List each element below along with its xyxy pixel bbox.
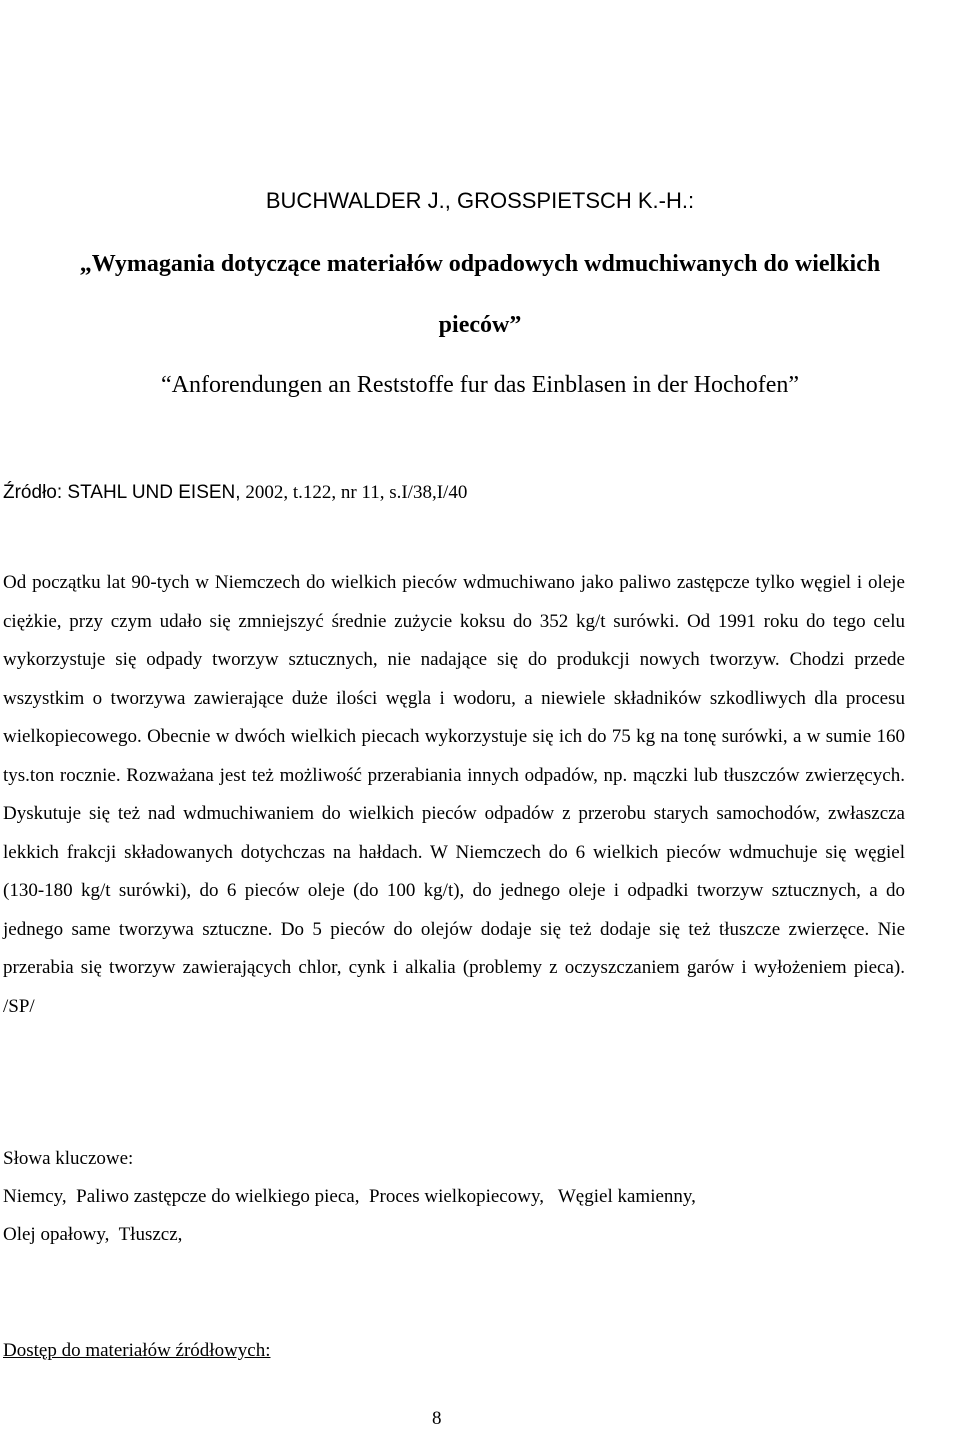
abstract-paragraph: Od początku lat 90-tych w Niemczech do wielkich pieców wdmuchiwano jako paliwo zastępcze tylko węgiel i oleje ciężkie, przy czym udało się zmniejszyć średnie zużycie koksu do 352 kg/t surówki. Od 1991 roku do tego celu wykorzystuje się odpady tworzyw sztucznych, nie nadające się do produkcji nowych tworzyw. Chodzi przede wszystkim o tworzywa zawierające duże ilości węgla i wodoru, a niewiele składników szkodliwych dla procesu wielkopiecowego. Obecnie w dwóch wielkich piecach wykorzystuje się ich do 75 kg na tonę surówki, a w sumie 160 tys.ton rocznie. Rozważana jest też możliwość przerabiania innych odpadów, np. mączki lub tłuszczów zwierzęcych. Dyskutuje się też nad wdmuchiwaniem do wielkich pieców odpadów z przerobu starych samochodów, zwłaszcza lekkich frakcji składowanych dotychczas na hałdach. W Niemczech do 6 wielkich pieców wdmuchuje się węgiel (130-180 kg/t surówki), do 6 pieców oleje (do 100 kg/t), do jednego oleje i odpadki tworzyw sztucznych, a do jednego same tworzywa sztuczne. Do 5 pieców do olejów dodaje się też dodaje się też tłuszcze zwierzęce. Nie przerabia się tworzyw zawierających chlor, cynk i alkalia (problemy z oczyszczaniem garów i wyłożeniem pieca). /SP/ [3, 572, 905, 1017]
source-access-label: Dostęp do materiałów źródłowych: [3, 1340, 271, 1361]
keywords-line-1: Niemcy, Paliwo zastępcze do wielkiego pieca, Proces wielkopiecowy, Węgiel kamienny, [3, 1186, 696, 1207]
authors-line: BUCHWALDER J., GROSSPIETSCH K.-H.: [265, 188, 695, 213]
source-citation [3, 478, 467, 508]
title-line-1: „Wymagania dotyczące materiałów odpadowych wdmuchiwanych do wielkich [79, 251, 881, 277]
title-line-2: pieców” [438, 312, 522, 338]
source-details: 2002, t.122, nr 11, s.I/38,I/40 [240, 482, 468, 503]
original-title: “Anforendungen an Reststoffe fur das Einblasen in der Hochofen” [160, 372, 799, 398]
page-number: 8 [432, 1408, 442, 1429]
keywords-line-2: Olej opałowy, Tłuszcz, [3, 1224, 183, 1245]
keywords-label: Słowa kluczowe: [3, 1148, 134, 1169]
source-prefix: Źródło: STAHL UND EISEN, [3, 482, 241, 503]
